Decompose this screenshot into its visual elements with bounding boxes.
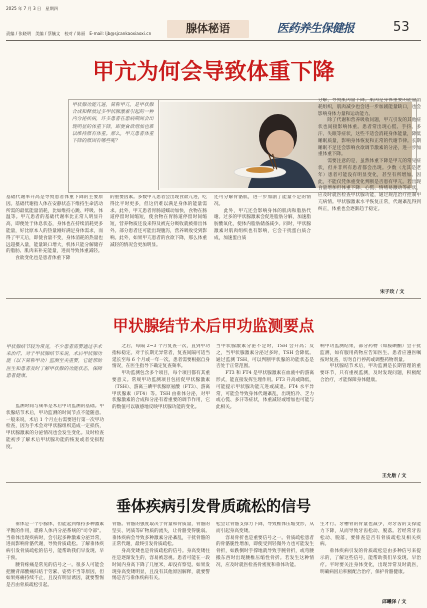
article1-end-rule xyxy=(6,298,421,299)
masthead-logo: 医药养生保健报 xyxy=(277,21,354,35)
article1-byline: 宋子玫 / 文 xyxy=(380,290,405,295)
editor-line: 责编 / 张晓明 美编 / 蔡毓文 校对 / 陈丽 E-mail: ljb@sjcankaoxiaoxi.cn xyxy=(6,31,152,36)
article2-lede: 甲状腺结节较为常见，不少患者需要通过手术来治疗。对于甲状腺结节来说，术后甲状腺功能（以下简称甲功）监测至关重要，它能帮助医生和患者及时了解甲状腺的功能状态，保障患者健康。 xyxy=(6,345,102,379)
article2-end-rule xyxy=(6,482,421,483)
article1-col1: 基础代谢率升高是导致患者体重下降的主要原因。基础代谢指人体在安静状态下维持生命活动所需的最低能量消耗，比如维持心跳、呼吸、体温等。甲亢患者的基础代谢率比正常人明显升高，即便处于休息状态，身体也在持续消耗更多能量，好比原本人的热量刚好满足身体需求，而得了甲亢后，即使食量不变，身体消耗的热量也远超摄入量，能量缺口增大，机体只能分解储存的脂肪、肌肉来补充能量，进而导致体重减轻。 食欲变化也是患者体重下降 xyxy=(6,195,103,262)
article2-col3: 当甲状腺激素分泌不足时，TSH 会升高；反之，当甲状腺激素分泌过多时，TSH 会降低。通过监测 TSH，可以判断甲状腺的功能状态是否处于正常范围。 FT3 和 FT4 是甲状腺激素在血液中的游离形式，能直接发挥生理作用。FT3 升高或降低，可能提示甲状腺功能亢进或减退。FT4 水平异常，可能会导致身体代谢紊乱，出现怕冷、乏力或心慌、多汗等症状，体重减轻或增加也可能与此相关。 xyxy=(216,344,314,411)
article1-col3: 还可分解骨骼肌，进一步加剧了能量不足的情况。 此外，甲亢还会影响身体的肌肉和脂肪代谢。过多的甲状腺激素会促进脂肪分解，加速脂肪酸氧化，使体内脂肪储备减少。同时，甲状腺激素对肌肉组织也有影响，它会干扰蛋白质合成，加速蛋白质 xyxy=(214,195,311,241)
article2-byline: 王允舫 / 文 xyxy=(382,474,407,479)
issue-date: 2025 年 7 月 3 日 星期四 xyxy=(6,6,58,11)
article2-col4: 响甲功监测结果，部分药物（如胺碘酮）会干扰监测，如有服用药物应告知医生。患者应遵医嘱按时复查，切勿自行停药或调整药物剂量。 甲状腺结节术后，甲功监测是长期管理的重要环节，只有重视监测，及时发现问题，积极配合治疗，才能保障身体健康。 xyxy=(320,344,421,383)
article3-col1: 垂体是一个小腺体，但能起到维持多种激素平衡的作用，堪称人体内分泌系统的"司令部"。当垂体出现疾病时，会引起多种激素分泌异常，进而影响骨骼代谢，导致骨质疏松。了解垂体疾病引发骨质疏松的信号，能帮助我们早发现、早干预。 腰背疼痛是常见的信号之一。很多人可能会把腰背部酸痛归结于劳累、姿势不当等原因，但如果疼痛持续不止，且没有明显诱因，就要警惕是否由骨质疏松引起。 xyxy=(6,522,104,589)
article3-headline: 垂体疾病引发骨质疏松的信号 xyxy=(115,497,311,515)
article1-col2: 的重要因素。多数甲亢患者会出现食欲亢进，吃得比平时更多，但这仍难以满足身体的能量需求。此外，甲亢患者胃肠道蠕动加快，食物在肠道停留时间缩短，使食物在胃肠道停留时间缩短，营养物质还没来得及被充分吸收就被排出体外。部分患者还可能出现腹泻，营养吸收受到影响。此外，如果甲亢患者的食欲下降，那么体重减轻的情况会更加明显。 xyxy=(110,195,207,248)
article1-headline: 甲亢为何会导致体重下降 xyxy=(92,59,335,85)
article2-col2: 之后，每隔 2~3 个月复查一次，直到甲功指标稳定。对于长期无异常者，复查间隔可适当延长至每 6 个月或一年一次。患者需要根据自身情况，在医生指导下确定复查频率。 甲功监测包含多个项目，每个项目都有其重要意义。常规甲功监测项目包括促甲状腺激素（TSH）、游离三碘甲状腺原氨酸（FT3）、游离甲状腺素（FT4）等。TSH 由垂体分泌，对甲状腺激素的合成和分泌有着重要的调节作用，它的数值可以敏感地反映甲状腺功能的变化。 xyxy=(112,344,210,411)
article1-lede: 甲状腺功能亢进，简称甲亢，是甲状腺合成和释放过多甲状腺激素引起的一种内分泌疾病，许多患者在患病期间会出现明显的体重下降，即便食欲增加也难以维持原有体重。那么，甲亢患者体重下降的原因有哪些呢？ xyxy=(72,103,154,145)
header-rule xyxy=(6,40,421,41)
article3-col3: 松会让骨骼支撑力下降，导致椎体压缩变形，从而引起身高变矮。 容易骨折也是重要信号之一。骨质疏松患者的骨骼脆性增加，即使受到轻微外力也可能发生骨折，如跌倒时手撑地就导致手腕骨折，或弯腰搬东西时出现腰椎压缩性骨折。若发生这种情况，应及时就医检查骨密度和垂体功能。 xyxy=(216,522,314,568)
article1-col4: 分解，导致肌肉量下降。肌肉是身体重要的能量消耗组织，肌肉减少也会进一步加剧能量缺口，也会影响身体力量和运动能力。 除了代谢和营养吸收问题，甲亢引发的其他症状也间接影响体重。患者常出现心慌、手抖、多汗、失眠等症状，这些不适会消耗身体能量，降低睡眠质量，影响身体恢复和正常的代谢节律。长期睡眠不足还会影响食欲调节激素的分泌，进一步加重体重下降。 需要注意的是，虽然体重下降是甲亢的常见症状，但并非所有患者都会出现。少数（尤其是老年）患者可能没有明显变化，甚至有所增加。因此，不能仅凭体重变化判断是否患有甲亢。若出现食量增加但体重下降、心慌、情绪易激动等症状，应及时就医检查甲状腺功能，通过规范治疗控制甲亢病情。甲状腺激素水平恢复正常，代谢紊乱得到纠正，体重也会逐渐趋于稳定。 xyxy=(318,98,421,212)
section-title: 腺体秘语 xyxy=(186,22,230,35)
article2-headline: 甲状腺结节术后甲功监测要点 xyxy=(112,316,315,335)
article3-col4: 生才行。牙槽骨的骨量也减少，对牙齿的支撑能力下降，从而导致牙齿松动、脱落。若经常牙齿松动、脱落，要排查是否有骨质疏松及相关疾病。 垂体疾病引发的骨质疏松是由多种信号来提示的，了解这些信号，能帮助我们早发现、早治疗。平时要关注身体变化，出现异常及时就医，明确病因后积极配合治疗，保护骨骼健康。 xyxy=(320,522,421,575)
article3-byline: 邱曦泽 / 文 xyxy=(382,600,407,605)
article1-left-whitespace xyxy=(6,99,64,191)
page-number: 53 xyxy=(393,20,410,35)
article2-col1: 监测时间与频率是术后甲功监测的基础。甲状腺结节术后，甲功监测的时间节点不能随意。一般来说，术后 1 个月左右需要进行第一次甲功检查，因为手术会对甲状腺组织造成一定损伤，甲状腺激素的分泌情况也会发生变化。及时检查能初步了解术后甲状腺功能的恢复或者受损程度。 xyxy=(6,404,104,450)
article3-col2: 骨骼。骨骼的强度取决于骨量和骨质量，骨骼的坚实、钙质等矿物质的流失，让骨骼变得脆弱。垂体疾病会导致多种激素分泌紊乱，干扰骨骼的正常代谢，最终引发骨质疏松。 身高变矮也是骨质疏松的信号。身高变矮往往是逐渐发生的，容易被忽视。患者可能在一段时间内身高下降了几厘米，却没有察觉。如果发现身高变矮明显，且没有其他原因解释，就要警惕是否与垂体疾病有关。 xyxy=(112,522,210,582)
